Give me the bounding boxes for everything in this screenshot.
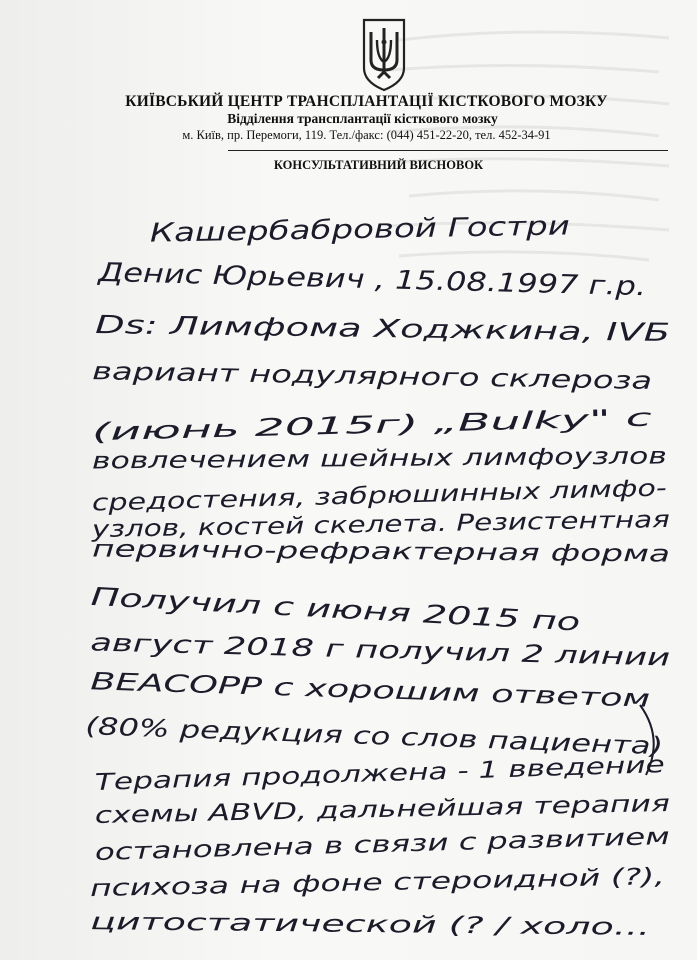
handwriting-line-3: Ds: Лимфома Ходжкина, IVБ <box>94 310 470 345</box>
handwriting-line-16: остановлена в связи с развитием <box>94 828 502 866</box>
handwriting-line-17: психоза на фоне стероидной (?), <box>89 867 490 903</box>
handwriting-line-6: вовлечением шейных лимфоузлов <box>91 444 512 475</box>
document-title: КОНСУЛЬТАТИВНИЙ ВИСНОВОК <box>273 158 484 172</box>
handwriting-line-7: средостения, забрюшинных лимфо- <box>91 479 531 517</box>
handwriting-line-14: Терапия продолжена - 1 введение <box>94 756 516 796</box>
handwriting-line-13: (80% редукция со слов пациента) <box>84 712 517 756</box>
handwriting-line-11: август 2018 г получил 2 линии <box>89 628 484 667</box>
handwriting-line-15: схемы ABVD, дальнейшая терапия <box>94 794 517 829</box>
handwriting-line-4: вариант нодулярного склероза <box>91 357 491 393</box>
handwriting-line-9: первично-рефрактерная форма <box>91 536 479 566</box>
handwriting-line-5: (июнь 2015г) „Bulky" с <box>91 410 377 447</box>
handwriting-line-10: Получил с июня 2015 по <box>90 581 413 628</box>
handwriting-line-2: Денис Юрьевич , 15.08.1997 г.р. <box>97 257 544 300</box>
org-name: КИЇВСЬКИЙ ЦЕНТР ТРАНСПЛАНТАЦІЇ КІСТКОВОГО МОЗКУ <box>125 93 608 110</box>
handwriting-line-8: узлов, костей скелета. Резистентная <box>91 509 544 544</box>
org-address: м. Київ, пр. Перемоги, 119. Тел./факс: (044) 451-22-20, тел. 452-34-91 <box>182 128 551 142</box>
handwriting-line-12: BEACOPP с хорошим ответом <box>89 667 459 707</box>
handwriting-line-1: Кашербабровой Гостри <box>149 213 471 249</box>
department-name: Відділення трансплантації кісткового мозку <box>227 111 498 126</box>
handwriting-line-18: цитостатической (? / холо... <box>89 909 430 939</box>
